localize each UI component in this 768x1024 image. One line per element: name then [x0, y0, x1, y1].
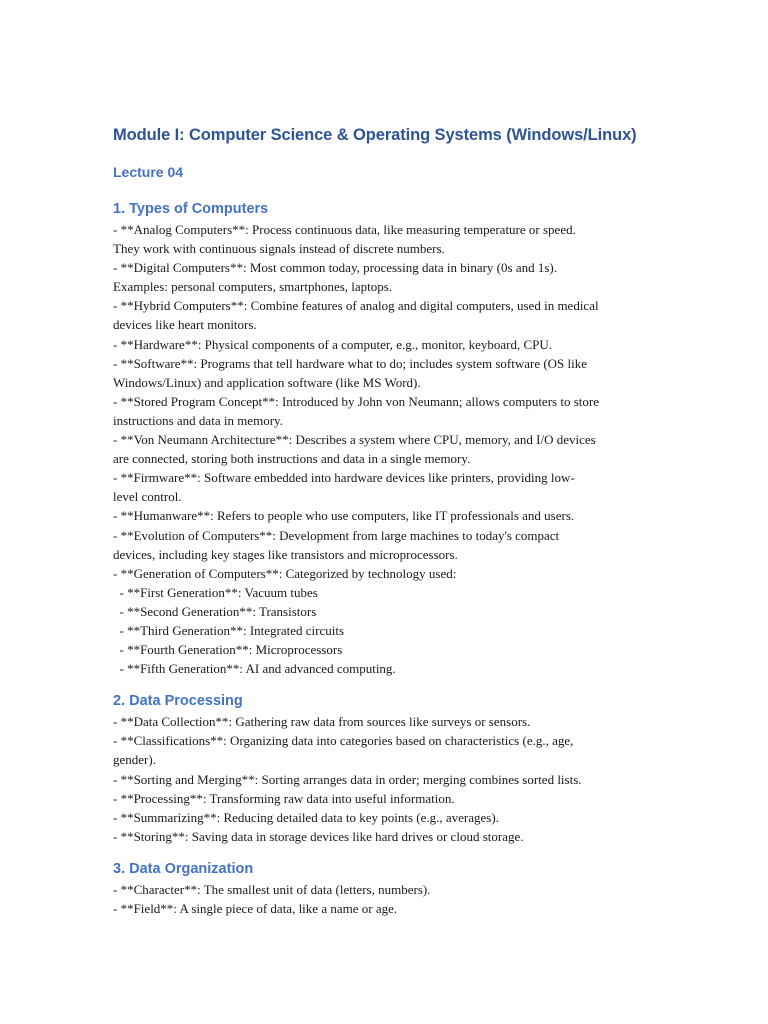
text-line: - **Software**: Programs that tell hardware what to do; includes system software (OS like [113, 355, 588, 371]
section-body [113, 220, 658, 678]
text-line: devices like heart monitors. [113, 317, 257, 333]
section-heading: 3. Data Organization [113, 860, 254, 877]
text-line: - **Evolution of Computers**: Development from large machines to today's compact [113, 527, 560, 543]
section-data-organization [113, 858, 658, 918]
text-line: - **Field**: A single piece of data, like a name or age. [113, 901, 398, 916]
text-line: - **Hardware**: Physical components of a computer, e.g., monitor, keyboard, CPU. [113, 336, 553, 352]
text-line: - **Analog Computers**: Process continuous data, like measuring temperature or speed. [113, 222, 576, 237]
text-line: - **Second Generation**: Transistors [113, 603, 317, 619]
document-title: Module I: Computer Science & Operating Systems (Windows/Linux) [113, 126, 637, 144]
text-line: - **Digital Computers**: Most common today, processing data in binary (0s and 1s). [113, 260, 557, 276]
text-line: - **Character**: The smallest unit of data (letters, numbers). [113, 881, 431, 897]
text-line: - **Processing**: Transforming raw data into useful information. [113, 790, 455, 806]
text-line: - **Classifications**: Organizing data into categories based on characteristics (e.g., age, [113, 733, 574, 749]
text-line: - **Third Generation**: Integrated circuits [113, 622, 345, 638]
section-heading: 1. Types of Computers [113, 201, 269, 217]
section-body [113, 712, 658, 846]
text-line: are connected, storing both instructions and data in a single memory. [113, 451, 471, 467]
section-types-of-computers [113, 198, 658, 678]
text-line: - **Hybrid Computers**: Combine features of analog and digital computers, used in medical [113, 298, 599, 314]
text-line: - **First Generation**: Vacuum tubes [113, 584, 318, 600]
text-line: - **Humanware**: Refers to people who use computers, like IT professionals and users. [113, 508, 575, 524]
lecture-subtitle: Lecture 04 [113, 164, 184, 180]
text-line: - **Generation of Computers**: Categorized by technology used: [113, 565, 457, 581]
text-line: - **Von Neumann Architecture**: Describes a system where CPU, memory, and I/O devices [113, 432, 596, 448]
text-line: Windows/Linux) and application software (like MS Word). [113, 374, 421, 390]
text-line: - **Firmware**: Software embedded into hardware devices like printers, providing low- [113, 470, 575, 486]
text-line: instructions and data in memory. [113, 412, 283, 428]
section-body [113, 880, 658, 918]
text-line: Examples: personal computers, smartphones, laptops. [113, 279, 393, 295]
section-heading: 2. Data Processing [113, 693, 243, 710]
text-line: - **Fourth Generation**: Microprocessors [113, 642, 343, 658]
text-line: gender). [113, 752, 156, 768]
text-line: level control. [113, 489, 182, 505]
text-line: - **Storing**: Saving data in storage devices like hard drives or cloud storage. [113, 828, 524, 844]
section-data-processing [113, 690, 658, 846]
text-line: - **Stored Program Concept**: Introduced by John von Neumann; allows computers to store [113, 393, 599, 409]
text-line: - **Summarizing**: Reducing detailed data to key points (e.g., averages). [113, 809, 499, 825]
text-line: - **Sorting and Merging**: Sorting arranges data in order; merging combines sorted lists. [113, 771, 582, 787]
text-line: devices, including key stages like transistors and microprocessors. [113, 546, 458, 562]
text-line: - **Data Collection**: Gathering raw data from sources like surveys or sensors. [113, 714, 531, 730]
document-content [113, 122, 658, 918]
text-line: They work with continuous signals instead of discrete numbers. [113, 241, 445, 257]
text-line: - **Fifth Generation**: AI and advanced computing. [113, 661, 396, 677]
